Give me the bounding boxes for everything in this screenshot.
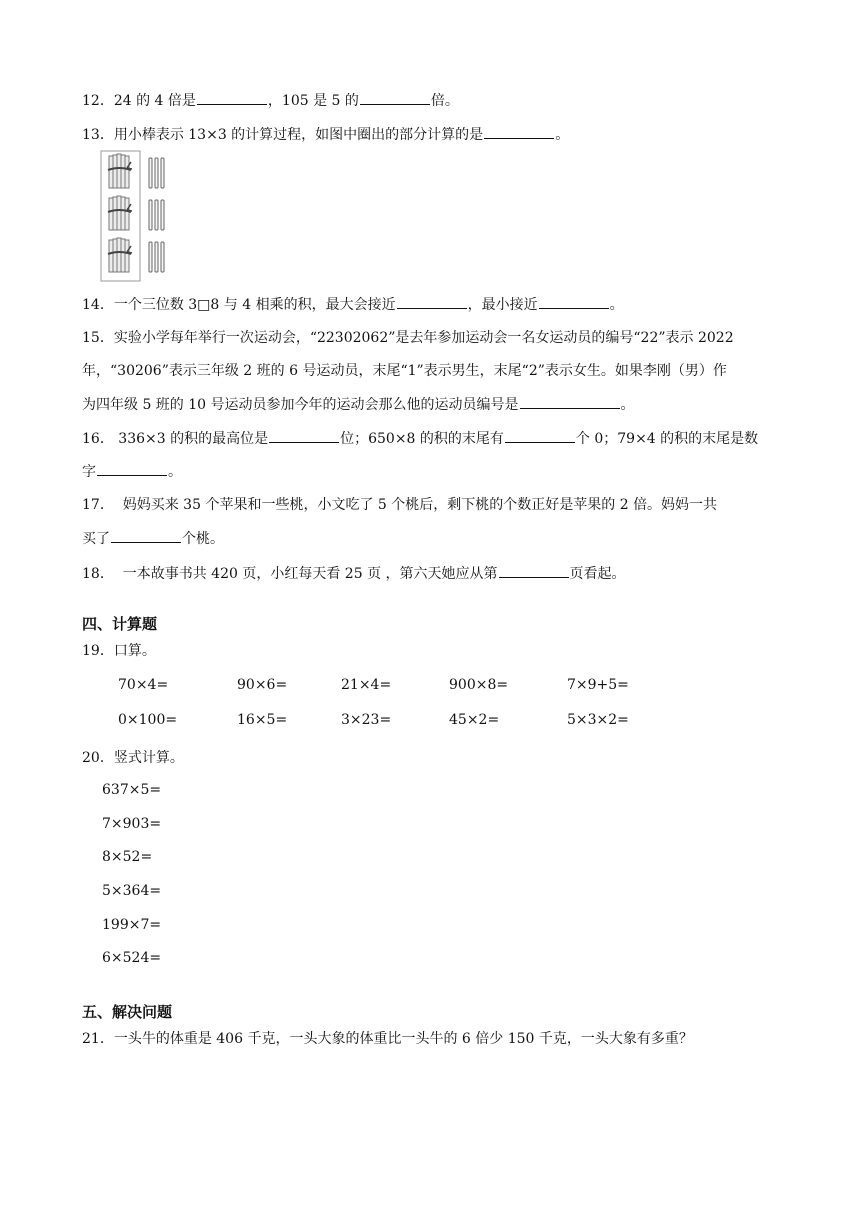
question-15-line-2 xyxy=(82,361,782,381)
stick-bundle-icon xyxy=(108,154,132,188)
math-item: 5×3×2= xyxy=(567,712,629,728)
calc-item: 637×5= xyxy=(102,782,162,798)
answer-blank[interactable] xyxy=(197,90,267,105)
question-17-line-2 xyxy=(82,528,782,549)
question-text: 妈妈买来 35 个苹果和一些桃，小文吃了 5 个桃后，剩下桃的个数正好是苹果的 2 倍。妈妈一共 xyxy=(122,497,718,513)
question-text: 竖式计算。 xyxy=(113,750,184,766)
question-17-line-1 xyxy=(82,495,782,515)
calc-item: 199×7= xyxy=(102,917,162,933)
question-text: 字 xyxy=(82,464,96,480)
question-15-line-1 xyxy=(82,328,782,348)
question-text: 用小棒表示 13×3 的计算过程，如图中圈出的部分计算的是 xyxy=(113,127,484,143)
question-21 xyxy=(82,1029,782,1049)
question-text: 336×3 的积的最高位是 xyxy=(118,431,269,447)
question-text: 24 的 4 倍是 xyxy=(113,93,196,109)
answer-blank[interactable] xyxy=(111,528,181,543)
question-text: 一头牛的体重是 406 千克，一头大象的体重比一头牛的 6 倍少 150 千克，一头大象有多重？ xyxy=(113,1031,693,1047)
question-number: 21． xyxy=(82,1031,114,1047)
question-13 xyxy=(82,124,782,145)
question-number: 15． xyxy=(82,330,114,346)
question-number: 16． xyxy=(82,431,114,447)
math-item: 90×6= xyxy=(237,677,288,693)
question-text: 。 xyxy=(620,397,635,413)
section-heading: 五、解决问题 xyxy=(82,1003,173,1021)
question-text: 实验小学每年举行一次运动会，“22302062”是去年参加运动会一名女运动员的编号“22”表示 2022 xyxy=(113,330,734,346)
question-text: 。 xyxy=(168,464,182,480)
question-number: 20． xyxy=(82,750,114,766)
answer-blank[interactable] xyxy=(505,428,575,443)
question-text: 个 0；79×4 的积的末尾是数 xyxy=(575,431,759,447)
question-text: 位；650×8 的积的末尾有 xyxy=(340,431,504,447)
question-18 xyxy=(82,563,782,584)
math-item: 7×9+5= xyxy=(567,677,629,693)
math-item: 70×4= xyxy=(118,677,169,693)
question-number: 13． xyxy=(82,127,114,143)
question-20 xyxy=(82,748,782,768)
question-text: 一个三位数 3□8 与 4 相乘的积，最大会接近 xyxy=(113,297,396,313)
question-text: 一本故事书共 420 页，小红每天看 25 页 ，第六天她应从第 xyxy=(122,566,498,582)
question-text: ，最小接近 xyxy=(467,297,538,313)
math-item: 3×23= xyxy=(341,712,392,728)
calc-item: 7×903= xyxy=(102,816,162,832)
answer-blank[interactable] xyxy=(360,90,430,105)
single-sticks-icon xyxy=(149,158,164,272)
question-16-line-1 xyxy=(82,428,782,449)
question-text: 个桃。 xyxy=(182,531,224,547)
math-item: 0×100= xyxy=(118,712,178,728)
answer-blank[interactable] xyxy=(539,294,609,309)
question-text: 倍。 xyxy=(430,93,459,109)
question-text: 。 xyxy=(609,297,624,313)
question-number: 14． xyxy=(82,297,114,313)
bundled-sticks-figure xyxy=(100,150,172,282)
answer-blank[interactable] xyxy=(499,563,569,578)
stick-bundle-icon xyxy=(108,196,132,230)
question-text: 口算。 xyxy=(113,643,156,659)
answer-blank[interactable] xyxy=(269,428,339,443)
question-text: 页看起。 xyxy=(569,566,626,582)
section-heading: 四、计算题 xyxy=(82,615,158,633)
math-item: 900×8= xyxy=(449,677,509,693)
answer-blank[interactable] xyxy=(484,124,554,139)
question-text: 买了 xyxy=(82,531,110,547)
question-15-line-3 xyxy=(82,394,782,415)
calc-item: 5×364= xyxy=(102,883,162,899)
question-19 xyxy=(82,641,782,661)
question-12 xyxy=(82,90,782,111)
math-item: 45×2= xyxy=(449,712,500,728)
question-number: 19． xyxy=(82,643,114,659)
question-text: 。 xyxy=(555,127,570,143)
calc-item: 6×524= xyxy=(102,950,162,966)
answer-blank[interactable] xyxy=(97,461,167,476)
question-16-line-2 xyxy=(82,461,782,482)
answer-blank[interactable] xyxy=(520,394,620,409)
question-number: 12． xyxy=(82,93,114,109)
question-text: 为四年级 5 班的 10 号运动员参加今年的运动会那么他的运动员编号是 xyxy=(82,397,519,413)
question-14 xyxy=(82,294,782,315)
question-number: 18． xyxy=(82,566,114,582)
question-number: 17． xyxy=(82,497,114,513)
question-text: ，105 是 5 的 xyxy=(267,93,359,109)
math-item: 16×5= xyxy=(237,712,288,728)
stick-bundle-icon xyxy=(108,238,132,272)
question-text: 年，“30206”表示三年级 2 班的 6 号运动员，末尾“1”表示男生，末尾“2”表示女生。如果李刚（男）作 xyxy=(82,363,727,379)
answer-blank[interactable] xyxy=(397,294,467,309)
calc-item: 8×52= xyxy=(102,849,153,865)
math-item: 21×4= xyxy=(341,677,392,693)
